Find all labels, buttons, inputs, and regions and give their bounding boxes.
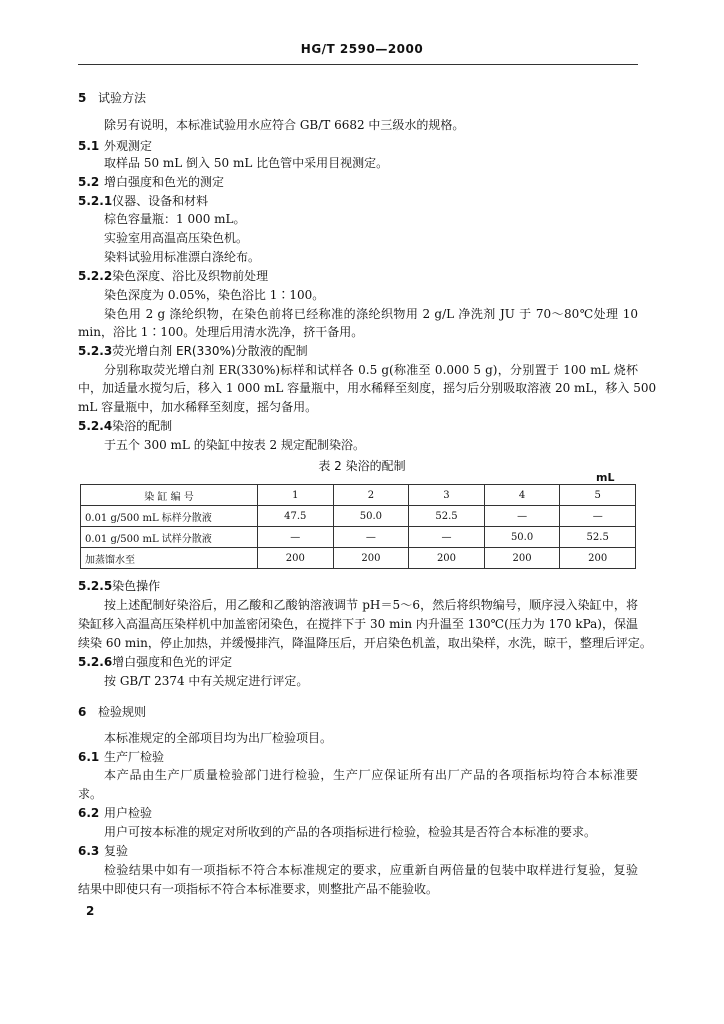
paragraph-line: 染料试验用标准漂白涤纶布。 xyxy=(104,250,261,264)
clause-title: 用户检验 xyxy=(104,806,153,820)
table-cell: 50.0 xyxy=(484,527,560,548)
clause-number: 5.2.2 xyxy=(78,269,113,283)
header-cell: 染 缸 编 号 xyxy=(81,485,258,506)
table-row xyxy=(81,527,636,548)
header-cell: 4 xyxy=(484,485,560,506)
paragraph-line: mL 容量瓶中，加水稀释至刻度，摇匀备用。 xyxy=(78,400,318,414)
paragraph-line: 按 GB/T 2374 中有关规定进行评定。 xyxy=(104,674,309,688)
clause-title: 复验 xyxy=(104,844,129,858)
paragraph-line: 染色深度为 0.05%，染色浴比 1∶100。 xyxy=(104,288,325,302)
clause-title: 外观测定 xyxy=(104,139,153,153)
clause-title: 生产厂检验 xyxy=(104,750,165,764)
paragraph-line: 续染 60 min，停止加热，并缓慢排汽，降温降压后，开启染色机盖，取出染样，水洗，晾干，整理后评定。 xyxy=(78,636,652,650)
standard-code-header: HG/T 2590—2000 xyxy=(300,42,424,56)
row-label: 0.01 g/500 mL 试样分散液 xyxy=(81,527,258,548)
row-label: 0.01 g/500 mL 标样分散液 xyxy=(81,506,258,527)
table-cell: 50.0 xyxy=(333,506,409,527)
clause-title: 荧光增白剂 ER(330%)分散液的配制 xyxy=(112,344,308,358)
table-unit: mL xyxy=(596,471,615,484)
table-cell: 200 xyxy=(484,548,560,569)
paragraph-line: 结果中即使只有一项指标不符合本标准要求，则整批产品不能验收。 xyxy=(78,882,439,896)
paragraph-line: min，浴比 1∶100。处理后用清水洗净，挤干备用。 xyxy=(78,325,364,339)
table-cell: 200 xyxy=(333,548,409,569)
clause-number: 5.2.5 xyxy=(78,579,113,593)
paragraph-line: 于五个 300 mL 的染缸中按表 2 规定配制染浴。 xyxy=(104,438,365,452)
clause-number: 5.2.1 xyxy=(78,194,113,208)
clause-heading xyxy=(78,805,638,821)
table-cell: — xyxy=(409,527,485,548)
clause-number: 6.3 xyxy=(78,844,100,858)
paragraph-line: 除另有说明，本标准试验用水应符合 GB/T 6682 中三级水的规格。 xyxy=(104,118,465,132)
paragraph-line: 求。 xyxy=(78,787,103,801)
paragraph-line: 中，加适量水搅匀后，移入 1 000 mL 容量瓶中，用水稀释至刻度，摇匀后分别吸取溶液 20 mL，移入 500 xyxy=(78,381,657,395)
table-cell: 52.5 xyxy=(560,527,636,548)
clause-number: 5.2.3 xyxy=(78,344,113,358)
clause-number: 6.2 xyxy=(78,806,100,820)
table-row xyxy=(81,506,636,527)
clause-number: 6.1 xyxy=(78,750,100,764)
clause-title: 染浴的配制 xyxy=(112,419,173,433)
table-row xyxy=(81,548,636,569)
clause-heading xyxy=(78,749,638,765)
clause-title: 染色深度、浴比及织物前处理 xyxy=(112,269,269,283)
table-cell: 200 xyxy=(258,548,334,569)
table-header-row xyxy=(81,485,636,506)
paragraph-line: 检验结果中如有一项指标不符合本标准规定的要求，应重新自两倍量的包装中取样进行复验，复验 xyxy=(104,863,638,877)
paragraph-line: 棕色容量瓶：1 000 mL。 xyxy=(104,212,246,226)
clause-heading xyxy=(78,174,638,190)
clause-heading xyxy=(78,578,638,594)
clause-heading xyxy=(78,268,638,284)
section-heading xyxy=(78,90,638,106)
section-title: 试验方法 xyxy=(98,91,147,105)
section-title: 检验规则 xyxy=(98,705,147,719)
clause-heading xyxy=(78,418,638,434)
clause-heading xyxy=(78,193,638,209)
header-divider xyxy=(78,64,638,65)
table-cell: 47.5 xyxy=(258,506,334,527)
paragraph-line: 按上述配制好染浴后，用乙酸和乙酸钠溶液调节 pH＝5～6，然后将织物编号，顺序浸入染缸中，将 xyxy=(104,598,638,612)
clause-title: 仪器、设备和材料 xyxy=(112,194,209,208)
clause-heading xyxy=(78,138,638,154)
clause-title: 增白强度和色光的评定 xyxy=(112,655,233,669)
paragraph-line: 染缸移入高温高压染样机中加盖密闭染色，在搅拌下于 30 min 内升温至 130℃(压力为 170 kPa)，保温 xyxy=(78,617,638,631)
section-heading xyxy=(78,704,638,720)
paragraph-line: 本产品由生产厂质量检验部门进行检验，生产厂应保证所有出厂产品的各项指标均符合本标准要 xyxy=(104,768,638,782)
table-cell: — xyxy=(333,527,409,548)
clause-number: 5.1 xyxy=(78,139,100,153)
paragraph-line: 用户可按本标准的规定对所收到的产品的各项指标进行检验，检验其是否符合本标准的要求。 xyxy=(104,825,597,839)
table-cell: — xyxy=(258,527,334,548)
clause-number: 5.2.6 xyxy=(78,655,113,669)
clause-number: 5.2.4 xyxy=(78,419,113,433)
table-cell: 200 xyxy=(560,548,636,569)
dye-bath-table xyxy=(80,484,636,569)
section-number: 5 xyxy=(78,91,87,105)
table-cell: — xyxy=(484,506,560,527)
section-number: 6 xyxy=(78,705,87,719)
clause-number: 5.2 xyxy=(78,175,100,189)
row-label: 加蒸馏水至 xyxy=(81,548,258,569)
clause-title: 染色操作 xyxy=(112,579,161,593)
page-number: 2 xyxy=(86,904,95,918)
paragraph-line: 染色用 2 g 涤纶织物，在染色前将已经称准的涤纶织物用 2 g/L 净洗剂 JU 于 70～80℃处理 10 xyxy=(104,307,638,321)
header-cell: 1 xyxy=(258,485,334,506)
clause-title: 增白强度和色光的测定 xyxy=(104,175,225,189)
paragraph-line: 实验室用高温高压染色机。 xyxy=(104,231,249,245)
header-cell: 5 xyxy=(560,485,636,506)
table-cell: — xyxy=(560,506,636,527)
table-cell: 52.5 xyxy=(409,506,485,527)
header-cell: 2 xyxy=(333,485,409,506)
paragraph-line: 取样品 50 mL 倒入 50 mL 比色管中采用目视测定。 xyxy=(104,156,389,170)
table-caption: 表 2 染浴的配制 xyxy=(318,459,406,473)
clause-heading xyxy=(78,654,638,670)
clause-heading xyxy=(78,343,638,359)
header-cell: 3 xyxy=(409,485,485,506)
paragraph-line: 本标准规定的全部项目均为出厂检验项目。 xyxy=(104,731,333,745)
clause-heading xyxy=(78,843,638,859)
table-cell: 200 xyxy=(409,548,485,569)
paragraph-line: 分别称取荧光增白剂 ER(330%)标样和试样各 0.5 g(称准至 0.000 5 g)，分别置于 100 mL 烧杯 xyxy=(104,363,638,377)
